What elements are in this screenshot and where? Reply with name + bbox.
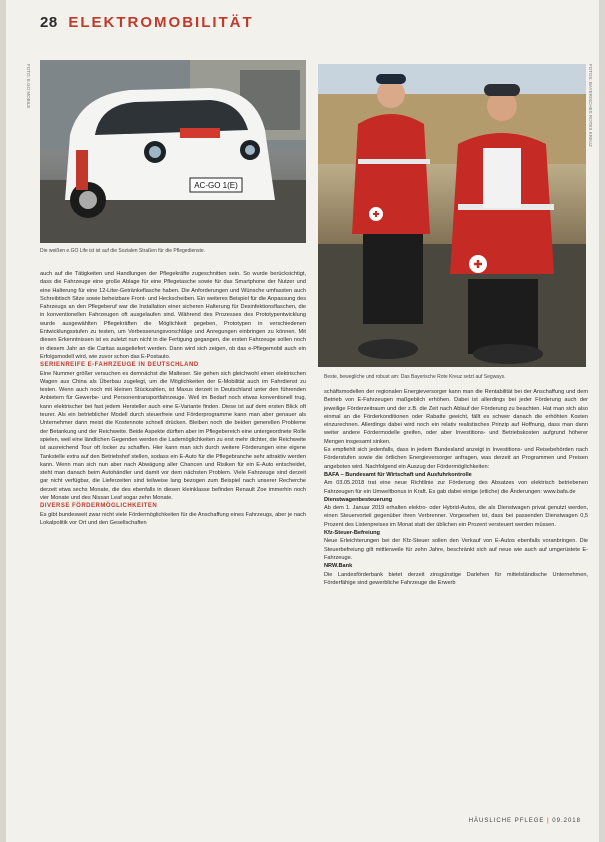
car-plate: AC-GO 1(E) — [194, 181, 238, 190]
paragraph: schäftsmodellen der regionalen Energieversorger kann man die Rentabilität bei der Anschaffung und dem Betrieb von E-Fahrzeugen maßgeblich erhöhen. Dabei ist allerdings bei jeder Förderung auch der jeweilige Förderzeitraum und der z.B. die Zeit nach Ablauf der Förderung zu beachten. Hat man sich also einmal an die Förderkonditionen oder Rabatte geeicht, fällt es schwer danach die erhöhten Kosten einzurechnen. Allerdings dabei wird noch ein relativ realistisches Prinzip auf Hoffnung, dass man dann weiter andere Fördermodelle greifen, oder aber Investitions- und Betriebskosten aufgrund höherer Mengen insgesamt sinken. — [324, 389, 588, 445]
caption-left: Die weißen e.GO Life ist ist auf die Sozialen Straßen für die Pflegedienste. — [40, 248, 206, 254]
paragraph: Am 03.05.2018 trat eine neue Richtlinie zur Förderung des Absatzes von elektrisch betriebenen Fahrzeugen für ein Umweltbonus in Kraft. Es gab dabei einige (etliche) die Änderungen: www.bafa.de — [324, 480, 588, 495]
magazine-name: HÄUSLICHE PFLEGE — [468, 818, 545, 824]
photo-credit-right: FOTOS: BAYERISCHES ROTES KREUZ — [588, 64, 593, 147]
paragraph: Es gibt bundesweit zwar nicht viele Fördermöglichkeiten für die Anschaffung eines Fahrzeugs, aber je nach Lokalpolitik vor Ort und den Gesellschaften — [40, 511, 306, 526]
subheading: SERIENREIFE E-FAHRZEUGE IN DEUTSCHLAND — [40, 362, 199, 369]
caption-right: Beste, bewegliche und robust am: Das Bayerische Rote Kreuz setzt auf Segways. — [324, 374, 506, 380]
page-footer: HÄUSLICHE PFLEGE | 09.2018 — [468, 818, 581, 824]
paragraph: Die Landesförderbank bietet derzeit zinsgünstige Darlehen für mittelständische Unternehmen, Förderfähige sind gewerbliche Fahrzeuge die Erwerb — [324, 571, 588, 586]
page-number: 28 — [40, 14, 58, 31]
heading-kfz: Kfz-Steuer-Befreiung — [324, 530, 380, 537]
left-column — [40, 270, 306, 527]
paragraph: Es empfiehlt sich jedenfalls, dass in jedem Bundesland anzeigt in Investitions- und Reisebehörden nach Förderstufen sowie die örtlichen Energieversorger anfragen, was derzeit an Programmen und Preisen angeboten wird. Nachfolgend ein Auszug der Fördermöglichkeiten: — [324, 447, 588, 470]
paragraph: Neue Erleichterungen bei der Kfz-Steuer sollen den Verkauf von E-Autos ebenfalls voranbringen. Die Steuerbefreiung gilt mittlerweile für zehn Jahre, beschränkt sich auf neue wie auch auf umgerüstete E-Fahrzeuge. — [324, 538, 588, 561]
subheading: DIVERSE FÖRDERMÖGLICHKEITEN — [40, 503, 158, 510]
segway-illustration — [318, 64, 586, 367]
segway-photo — [318, 64, 586, 367]
page-header — [40, 14, 254, 31]
heading-dienstwagen: Dienstwagenbesteuerung — [324, 496, 393, 503]
car-photo — [40, 60, 306, 243]
heading-nrw: NRW.Bank — [324, 563, 353, 570]
right-column — [324, 388, 588, 587]
photo-credit-left: FOTO: E.GO MOBILE — [26, 64, 31, 109]
paragraph: auch auf die Tätigkeiten und Handlungen der Pflegekräfte zugeschnitten sein. So wurde berücksichtigt, dass die Fahrzeuge eine große Ablage für eine Pflegetasche sowie für das Smartphone der Nutzer und eine Halterung für eine 12-Liter-Getränkeflasche haben. Die Anforderungen und Wünsche umfassten auch Schreibtisch Sitze sowie beheizbare Front- und Heckscheiben. Ein weiteres Beispiel für die Anpassung des Fahrzeugs an den Pflegeberuf war die Installation einer sicheren Halterung für Desinfektionsflaschen, die in konventionellen Fahrzeugen oft ausgelaufen sind. Während des Prozesses des Prototypentwicklung wurde ausgewählten Pflegekräften die Möglichkeit gegeben, Prototypen in verschiedenen Entwicklungsstufen zu testen, um Verbesserungsvorschläge und Anregungen einbringen zu können. Mit diesen Erkenntnissen ist es zuletzt nun nicht in die Fertigung gegangen, die ersten Fahrzeuge sollen noch in diesem Jahr an die Caritas ausgeliefert werden. Dann wird sich zeigen, ob das e-Pflegemobil auch ein Erfolgsmodell wird, wie zuvor schon das E-Postauto. — [40, 271, 306, 360]
heading-bafa: BAFA – Bundesamt für Wirtschaft und Ausfuhrkontrolle — [324, 471, 472, 478]
issue: 09.2018 — [552, 818, 581, 824]
paragraph: Ab dem 1. Januar 2019 erhalten elektro- oder Hybrid-Autos, die als Dienstwagen privat genutzt werden, einen Steuervorteil gegenüber ihren Verbrenner. Vorgesehen ist, dass bei passenden Dienstwagen 0,5 Prozent des Listenpreises im Monat statt der üblichen ein Prozent versteuert werden müssen. — [324, 505, 588, 528]
magazine-page — [6, 0, 599, 842]
car-illustration — [40, 60, 306, 243]
paragraph: Eine Nummer größer versuchen es demnächst die Malteser. Sie gehen sich gleichwohl einen elektrischen Wagen aus China als Überbau zugelegt, um die Möglichkeiten der E-Mobilität auch im Fahrdienst zu testen. Wenn auch noch mit kleinen Stückzahlen, ist Maxus derzeit in Deutschland unter den führenden Anbietern für Gewerbe- und Personentransportfahrzeuge. Weil im Bedarf noch etwas konventionell trug, kann elektrischer bei fast jedem Hersteller auch eine E-Variante finden. Diese ist auf dem ersten Blick oft teurer. Als ein betrieblicher Modell durch steuerfreie und Förderprogramme kann man aber genauer als Unternehmer dann meist die Kostennote schnell drücken. Bleiben noch die beiden generellen Probleme der Betankung und der Reichweite. Beide Aspekte dürften aber im Pflegebereich eine untergeordnete Rolle spielen, weil eine ländlichen Gegenden werden die Lademöglichkeiten zu erst mehr dichter, die Reichweite ist ausreichend Tour oft locker zu schaffen. Hier kann man sich durch weitere Förderungen eine eigene Tankstelle extra auf den Betriebshof stellen, sodass ein E-Auto für die Pflegebranche sehr attraktiv werden kann. Wenn man sich nun aber nach Abwägung aller Chancen und Risiken für ein E-Auto entscheidet, steht man danach beim Autohändler und damit vor dem nächsten Problem. Viele Fahrzeuge sind derzeit gar nicht verfügbar, die Lieferzeiten sind teilweise lang bezogen zum Beispiel nach unserer Recherche derzeit etwa sechs Monate, die des ebenfalls in diesen kleinklasse befinden Renault Zoe immerhin noch vier Monate und des Nissan Leaf sogar zehn Monate. — [40, 370, 306, 502]
section-title: ELEKTROMOBILITÄT — [68, 14, 254, 31]
